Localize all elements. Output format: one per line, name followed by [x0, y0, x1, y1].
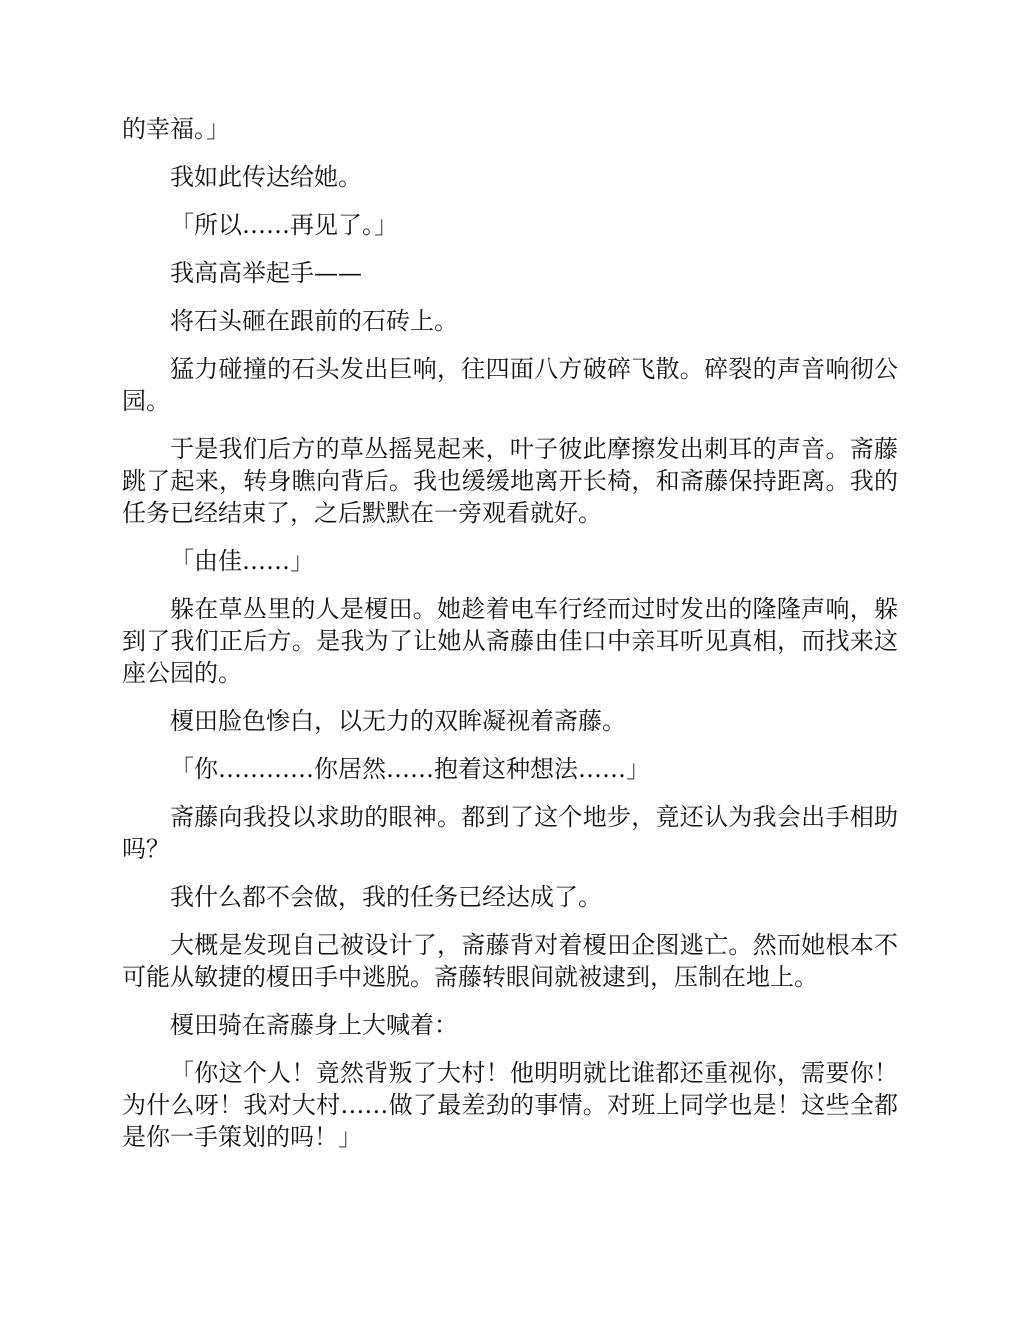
paragraph-6: 猛力碰撞的石头发出巨响，往四面八方破碎飞散。碎裂的声音响彻公园。 [122, 355, 898, 415]
book-page [122, 113, 898, 1169]
paragraph-10: 榎田脸色惨白，以无力的双眸凝视着斋藤。 [170, 707, 626, 735]
paragraph-8: 「由佳……」 [170, 547, 314, 575]
paragraph-15: 榎田骑在斋藤身上大喊着： [170, 1011, 458, 1039]
paragraph-2: 我如此传达给她。 [170, 163, 362, 191]
paragraph-4: 我高高举起手—— [170, 259, 362, 287]
paragraph-9: 躲在草丛里的人是榎田。她趁着电车行经而过时发出的隆隆声响，躲到了我们正后方。是我为了让她从斋藤由佳口中亲耳听见真相，而找来这座公园的。 [122, 595, 898, 687]
paragraph-5: 将石头砸在跟前的石砖上。 [170, 307, 458, 335]
paragraph-14: 大概是发现自己被设计了，斋藤背对着榎田企图逃亡。然而她根本不可能从敏捷的榎田手中逃脱。斋藤转眼间就被逮到，压制在地上。 [122, 931, 898, 991]
paragraph-3: 「所以……再见了。」 [170, 211, 398, 239]
paragraph-12: 斋藤向我投以求助的眼神。都到了这个地步，竟还认为我会出手相助吗？ [122, 803, 898, 863]
paragraph-16: 「你这个人！竟然背叛了大村！他明明就比谁都还重视你，需要你！为什么呀！我对大村……做了最差劲的事情。对班上同学也是！这些全都是你一手策划的吗！」 [122, 1059, 898, 1151]
paragraph-13: 我什么都不会做，我的任务已经达成了。 [170, 883, 602, 911]
paragraph-11: 「你…………你居然……抱着这种想法……」 [170, 755, 650, 783]
paragraph-1: 的幸福。」 [122, 115, 230, 143]
paragraph-7: 于是我们后方的草丛摇晃起来，叶子彼此摩擦发出刺耳的声音。斋藤跳了起来，转身瞧向背后。我也缓缓地离开长椅，和斋藤保持距离。我的任务已经结束了，之后默默在一旁观看就好。 [122, 435, 898, 527]
